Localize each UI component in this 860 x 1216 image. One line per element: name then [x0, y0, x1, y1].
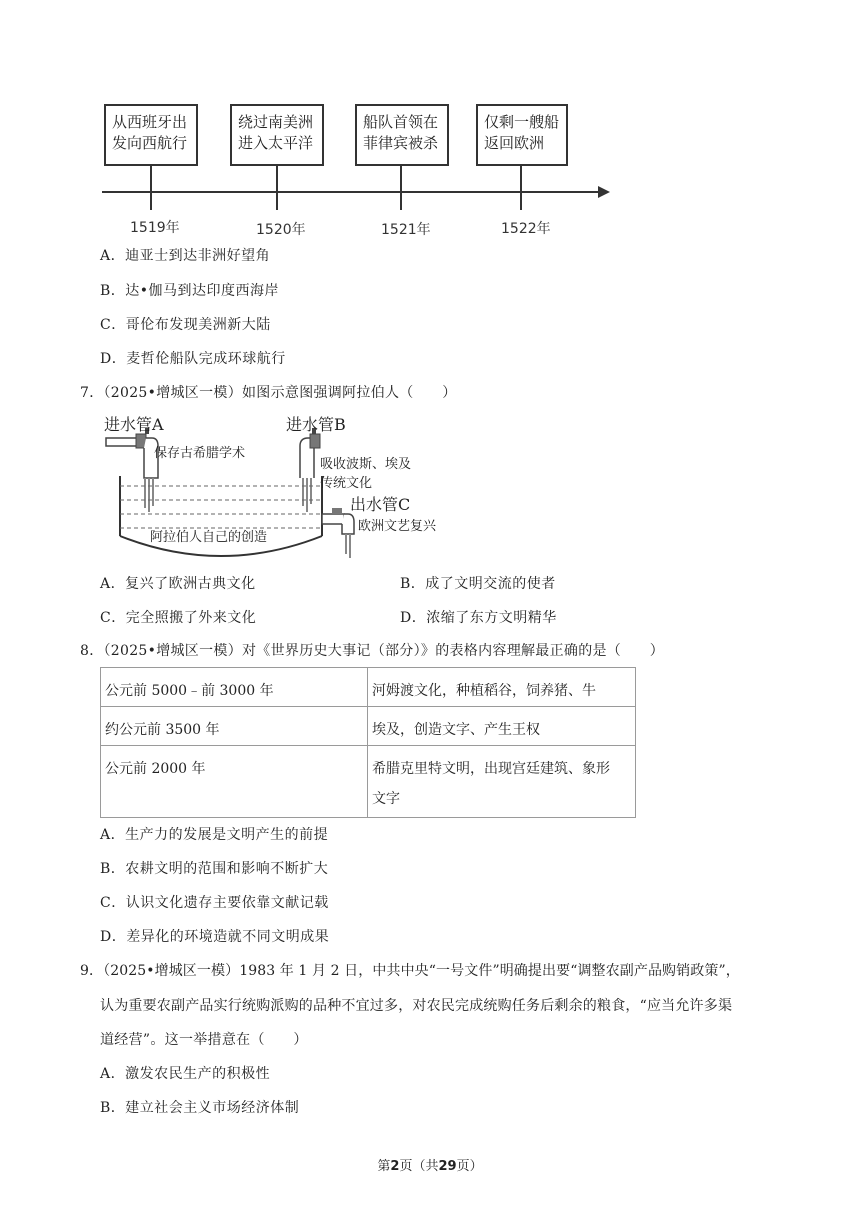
timeline-axis	[100, 184, 612, 200]
table-cell-time: 公元前 2000 年	[101, 746, 368, 818]
table-row	[101, 668, 636, 707]
table-row	[101, 746, 636, 818]
table-cell-event: 河姆渡文化，种植稻谷，饲养猪、牛	[368, 668, 636, 707]
pipe-a-label: 进水管A	[104, 415, 164, 434]
option-a[interactable]: A．复兴了欧洲古典文化	[100, 576, 256, 592]
option-b[interactable]: B．达•伽马到达印度西海岸	[100, 283, 280, 299]
table-cell-event: 希腊克里特文明，出现宫廷建筑、象形 文字	[368, 746, 636, 818]
option-a[interactable]: A．激发农民生产的积极性	[100, 1066, 271, 1082]
question-9-stem-line3: 道经营”。这一举措意在（ ）	[100, 1032, 308, 1048]
question-8-stem: 8．（2025•增城区一模）对《世界历史大事记（部分）》的表格内容理解最正确的是（ ）	[80, 643, 664, 659]
timeline-event-box: 从西班牙出 发向西航行	[104, 104, 198, 166]
table-cell-time: 公元前 5000﹣前 3000 年	[101, 668, 368, 707]
option-c[interactable]: C．哥伦布发现美洲新大陆	[100, 317, 271, 333]
option-a[interactable]: A．迪亚士到达非洲好望角	[100, 248, 271, 264]
page-number: 2	[390, 1159, 400, 1174]
table-cell-time: 约公元前 3500 年	[101, 707, 368, 746]
table-cell-event: 埃及，创造文字、产生王权	[368, 707, 636, 746]
timeline-year: 1522年	[501, 221, 551, 237]
option-a[interactable]: A．生产力的发展是文明产生的前提	[100, 827, 329, 843]
pipe-b-caption-line2: 传统文化	[320, 476, 373, 491]
option-b[interactable]: B．成了文明交流的使者	[400, 576, 556, 592]
timeline-event-box: 绕过南美洲 进入太平洋	[230, 104, 324, 166]
pipe-c-caption: 欧洲文艺复兴	[358, 519, 437, 534]
option-c[interactable]: C．完全照搬了外来文化	[100, 610, 257, 626]
tank-bottom-caption: 阿拉伯人自己的创造	[150, 530, 268, 545]
question-9-stem-line1: 9．（2025•增城区一模）1983 年 1 月 2 日，中共中央“一号文件”明确提出要“调整农副产品购销政策”，	[80, 963, 740, 979]
option-c[interactable]: C．认识文化遗存主要依靠文献记载	[100, 895, 329, 911]
pipe-a-icon	[106, 428, 158, 512]
option-b[interactable]: B．建立社会主义市场经济体制	[100, 1100, 300, 1116]
timeline-event-box: 仅剩一艘船 返回欧洲	[476, 104, 568, 166]
timeline-year: 1519年	[130, 220, 180, 236]
events-table	[100, 667, 636, 818]
pipe-b-caption-line1: 吸收波斯、埃及	[320, 457, 412, 472]
pipe-a-caption: 保存古希腊学术	[154, 446, 246, 461]
pipe-b-icon	[300, 428, 320, 512]
timeline-event-box: 船队首领在 菲律宾被杀	[355, 104, 449, 166]
option-d[interactable]: D．麦哲伦船队完成环球航行	[100, 351, 286, 367]
question-7-stem: 7．（2025•增城区一模）如图示意图强调阿拉伯人（ ）	[80, 385, 457, 401]
table-row	[101, 707, 636, 746]
pipe-c-icon	[322, 508, 354, 558]
page-footer: 第2页（共29页）	[377, 1159, 483, 1174]
option-d[interactable]: D．浓缩了东方文明精华	[400, 610, 557, 626]
timeline-year: 1521年	[381, 222, 431, 238]
page-total: 29	[438, 1159, 457, 1174]
question-9-stem-line2: 认为重要农副产品实行统购派购的品种不宜过多，对农民完成统购任务后剩余的粮食，“应当允许多渠	[100, 998, 733, 1014]
timeline-year: 1520年	[256, 222, 306, 238]
pipe-b-label: 进水管B	[286, 415, 346, 434]
option-d[interactable]: D．差异化的环境造就不同文明成果	[100, 929, 330, 945]
pipe-c-label: 出水管C	[350, 495, 411, 514]
option-b[interactable]: B．农耕文明的范围和影响不断扩大	[100, 861, 329, 877]
